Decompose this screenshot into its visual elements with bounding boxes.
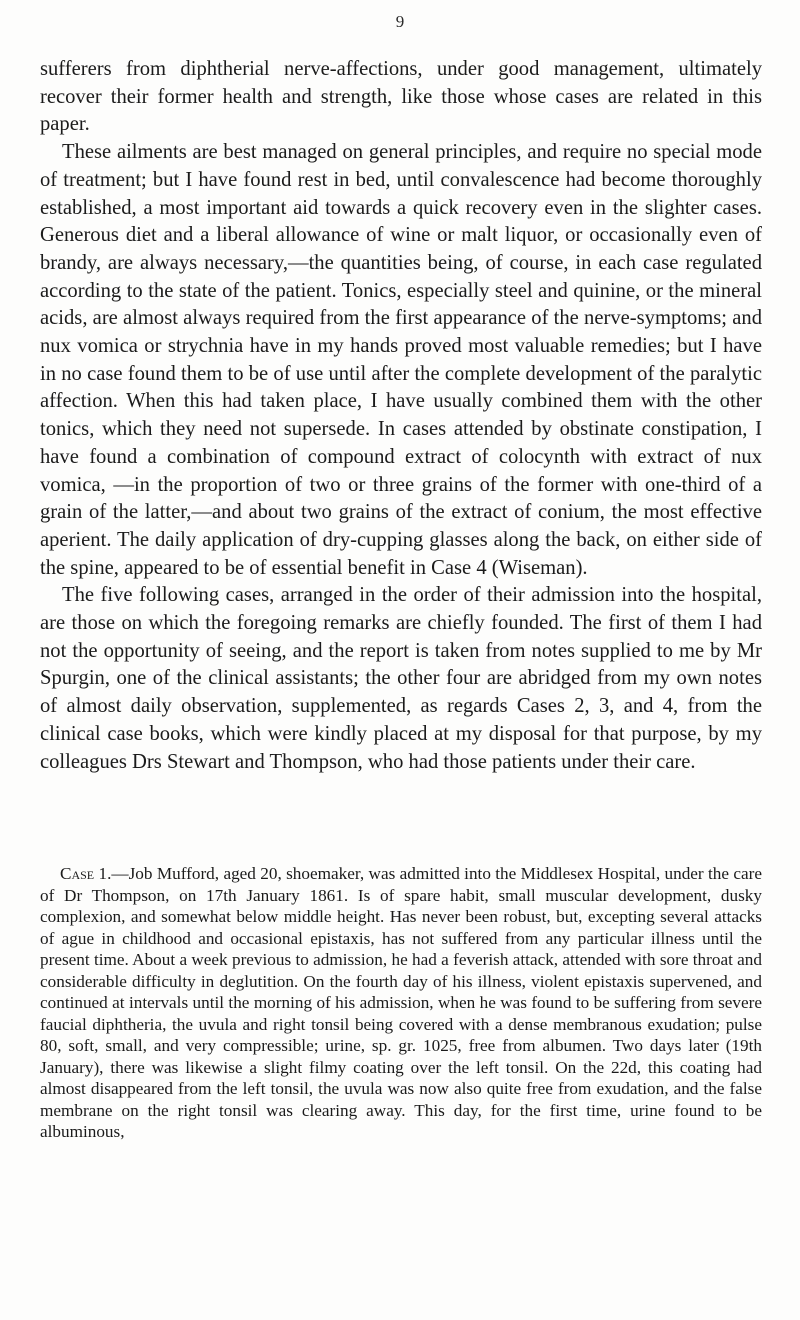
page-number: 9: [395, 12, 405, 31]
paragraph: These ailments are best managed on general principles, and require no special mode of treatment; but I have found rest in bed, until convalescence had become thoroughly established, a most important aid towards a quick recovery even in the slighter cases. Generous diet and a liberal allowance of wine or malt liquor, or occasionally even of brandy, are always necessary,—the quantities being, of course, in each case regulated according to the state of the patient. Tonics, especially steel and quinine, or the mineral acids, are almost always required from the first appearance of the nerve-symptoms; and nux vomica or strychnia have in my hands proved most valuable remedies; but I have in no case found them to be of use until after the complete development of the paralytic affection. When this had taken place, I have usually combined them with the other tonics, which they need not supersede. In cases attended by obstinate constipation, I have found a combination of compound extract of colocynth with extract of nux vomica, —in the proportion of two or three grains of the former with one-third of a grain of the latter,—and about two grains of the extract of conium, the most effective aperient. The daily application of dry-cupping glasses along the back, on either side of the spine, appeared to be of essential benefit in Case 4 (Wiseman).: [40, 141, 762, 579]
case-body: —Job Mufford, aged 20, shoemaker, was admitted into the Middlesex Hospital, under the care of Dr Thompson, on 17th January 1861. Is of spare habit, small muscular development, dusky complexion, and somewhat below middle height. Has never been robust, but, excepting several attacks of ague in childhood and occasional epistaxis, has not suffered from any particular illness until the present time. About a week previous to admission, he had a feverish attack, attended with sore throat and considerable difficulty in deglutition. On the fourth day of his illness, violent epistaxis supervened, and continued at intervals until the morning of his admission, when he was found to be suffering from severe faucial diphtheria, the uvula and right tonsil being covered with a dense membranous exudation; pulse 80, soft, small, and very compressible; urine, sp. gr. 1025, free from albumen. Two days later (19th January), there was likewise a slight filmy coating over the left tonsil. On the 22d, this coating had almost disappeared from the left tonsil, the uvula was now also quite free from exudation, and the false membrane on the right tonsil was clearing away. This day, for the first time, urine found to be albuminous,: [40, 864, 762, 1141]
paragraph: The five following cases, arranged in the order of their admission into the hospital, are those on which the foregoing remarks are chiefly founded. The first of them I had not the opportunity of seeing, and the report is taken from notes supplied to me by Mr Spurgin, one of the clinical assistants; the other four are abridged from my own notes of almost daily observation, supplemented, as regards Cases 2, 3, and 4, from the clinical case books, which were kindly placed at my disposal for that purpose, by my colleagues Drs Stewart and Thompson, who had those patients under their care.: [40, 584, 762, 773]
case-report: [40, 863, 762, 1143]
paragraph: sufferers from diphtherial nerve-affections, under good management, ultimately recover their former health and strength, like those whose cases are related in this paper.: [40, 58, 762, 136]
main-text: [40, 56, 762, 776]
case-paragraph: [40, 863, 762, 1143]
case-heading: Case 1.: [60, 864, 112, 883]
